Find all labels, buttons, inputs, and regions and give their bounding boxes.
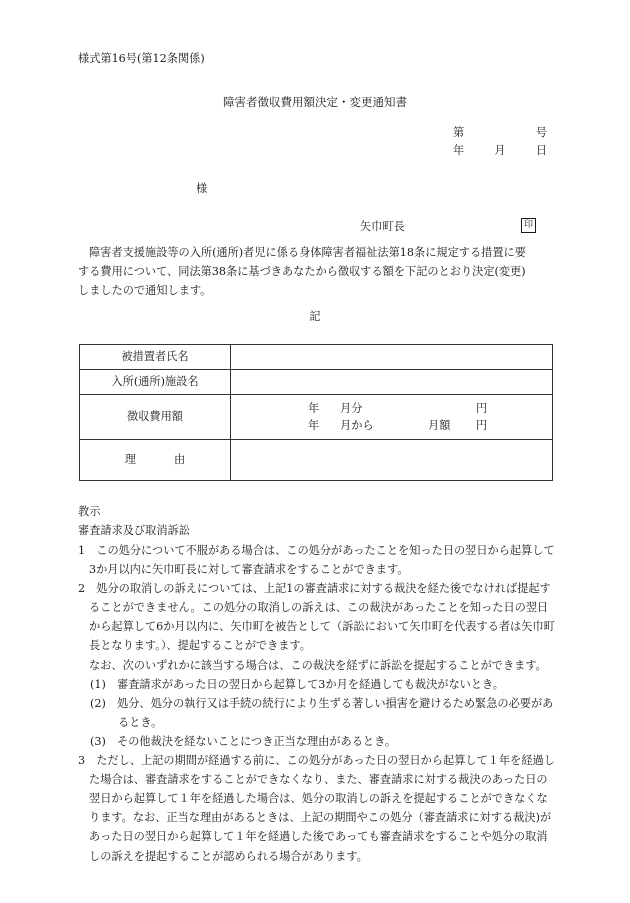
fee-value-cell [231, 395, 553, 440]
name-label: 被措置者氏名 [80, 345, 231, 370]
table-row-name [80, 345, 553, 370]
facility-label: 入所(通所)施設名 [80, 370, 231, 395]
instruction-heading: 教示 [78, 505, 101, 518]
date-year: 年 [453, 144, 465, 157]
reason-value-cell [231, 440, 553, 481]
note-sub-2: (2) 処分、処分の執行又は手続の続行により生ずる著しい損害を避けるため緊急の必要があるとき。 [90, 696, 554, 729]
table-row-fee [80, 395, 553, 440]
details-table [79, 344, 553, 481]
body-line-1: 障害者支援施設等の入所(通所)者児に係る身体障害者福祉法第18条に規定する措置に要 [89, 246, 526, 259]
table-row-facility [80, 370, 553, 395]
note-sub-3: (3) その他裁決を経ないことにつき正当な理由があるとき。 [90, 734, 397, 748]
note-item-2-proviso: なお、次のいずれかに該当する場合は、この裁決を経ずに訴訟を提起することができます。 [89, 658, 547, 672]
fee-line-2-year: 年 [308, 419, 320, 432]
reason-label-char-2: 由 [174, 453, 186, 467]
fee-line-1-year: 年 [308, 402, 320, 415]
note-item-1: 1 この処分について不服がある場合は、この処分があったことを知った日の翌日から起算して3か月以内に矢巾町長に対して審査請求をすることができます。 [78, 544, 555, 577]
date-line [453, 143, 547, 159]
number-suffix: 号 [535, 126, 547, 139]
body-line-2: する費用について、同法第38条に基づきあなたから徴収する額を下記のとおり決定(変更) [78, 265, 526, 278]
name-value-cell [231, 345, 553, 370]
form-number: 様式第16号(第12条関係) [78, 52, 205, 65]
facility-value-cell [231, 370, 553, 395]
fee-line-2-month: 月から [340, 419, 374, 432]
ki-heading: 記 [309, 310, 321, 323]
body-line-3: しましたので通知します。 [78, 284, 212, 297]
fee-line-1-monthly [428, 400, 476, 417]
fee-line-1 [308, 400, 552, 417]
section-heading: 審査請求及び取消訴訟 [78, 524, 190, 537]
instruction-notes [78, 541, 556, 866]
note-item-2: 2 処分の取消しの訴えについては、上記1の審査請求に対する裁決を経た後でなければ提起することができません。この処分の取消しの訴えは、この裁決があったことを知った日の翌日から起算して6か月以内に、矢巾町を被告として（訴訟において矢巾町を代表する者は矢巾町長となります。）、提起することができます。 [78, 582, 555, 653]
reason-label-char-1: 理 [124, 453, 136, 467]
fee-line-2-monthly: 月額 [428, 419, 451, 432]
number-prefix: 第 [453, 126, 465, 139]
reason-label [80, 440, 231, 481]
fee-line-2-yen: 円 [476, 419, 488, 432]
note-item-3: 3 ただし、上記の期間が経過する前に、この処分があった日の翌日から起算して１年を経過した場合は、審査請求をすることができなくなり、また、審査請求に対する裁決のあった日の翌日から起算して１年を経過した場合は、処分の取消しの訴えを提起することができなくなります。なお、正当な理由があるときは、上記の期間やこの処分（審査請求に対する裁決)があった日の翌日から起算して１年を経過した後であっても審査請求をすることや処分の取消しの訴えを提起することが認められる場合があります。 [78, 754, 555, 863]
issuer-name: 矢巾町長 [360, 220, 405, 233]
fee-line-1-yen: 円 [476, 402, 488, 415]
note-sub-1: (1) 審査請求があった日の翌日から起算して3か月を経過しても裁決がないとき。 [90, 677, 504, 691]
date-month: 月 [494, 144, 506, 157]
document-number-line [453, 125, 547, 141]
recipient-honorific: 様 [196, 182, 208, 195]
table-row-reason [80, 440, 553, 481]
fee-label: 徴収費用額 [80, 395, 231, 440]
document-title: 障害者徴収費用額決定・変更通知書 [223, 95, 407, 109]
fee-line-1-month: 月分 [340, 402, 363, 415]
date-day: 日 [535, 144, 547, 157]
seal-char: 印 [523, 220, 533, 230]
notice-body [78, 243, 554, 300]
seal-mark [521, 218, 536, 233]
fee-line-2 [308, 417, 552, 434]
